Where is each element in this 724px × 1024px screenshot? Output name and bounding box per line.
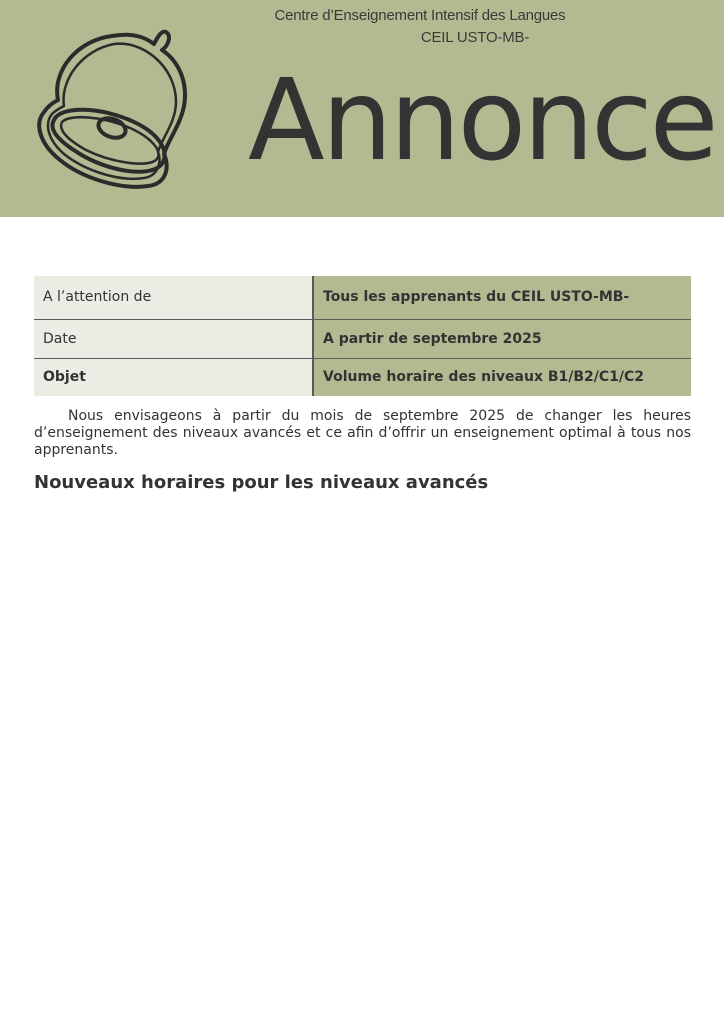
section-title: Nouveaux horaires pour les niveaux avancés [34,472,489,493]
organization-acronym: CEIL USTO-MB- [420,29,530,46]
row-value-recipient: Tous les apprenants du CEIL USTO-MB- [313,276,691,319]
row-label-recipient: A l’attention de [34,276,313,319]
info-table [34,276,691,396]
row-value-subject: Volume horaire des niveaux B1/B2/C1/C2 [313,358,691,396]
row-label-date: Date [34,319,313,358]
page-title: Annonce [248,56,716,186]
table-row [34,276,691,319]
bell-icon [30,22,192,194]
table-row [34,319,691,358]
table-row [34,358,691,396]
announcement-paragraph: Nous envisageons à partir du mois de septembre 2025 de changer les heures d’enseignement des niveaux avancés et ce afin d’offrir un enseignement optimal à tous nos apprenants. [34,408,691,458]
row-value-date: A partir de septembre 2025 [313,319,691,358]
header-banner [0,0,724,217]
row-label-subject: Objet [34,358,313,396]
organization-name: Centre d’Enseignement Intensif des Langues [274,7,566,24]
